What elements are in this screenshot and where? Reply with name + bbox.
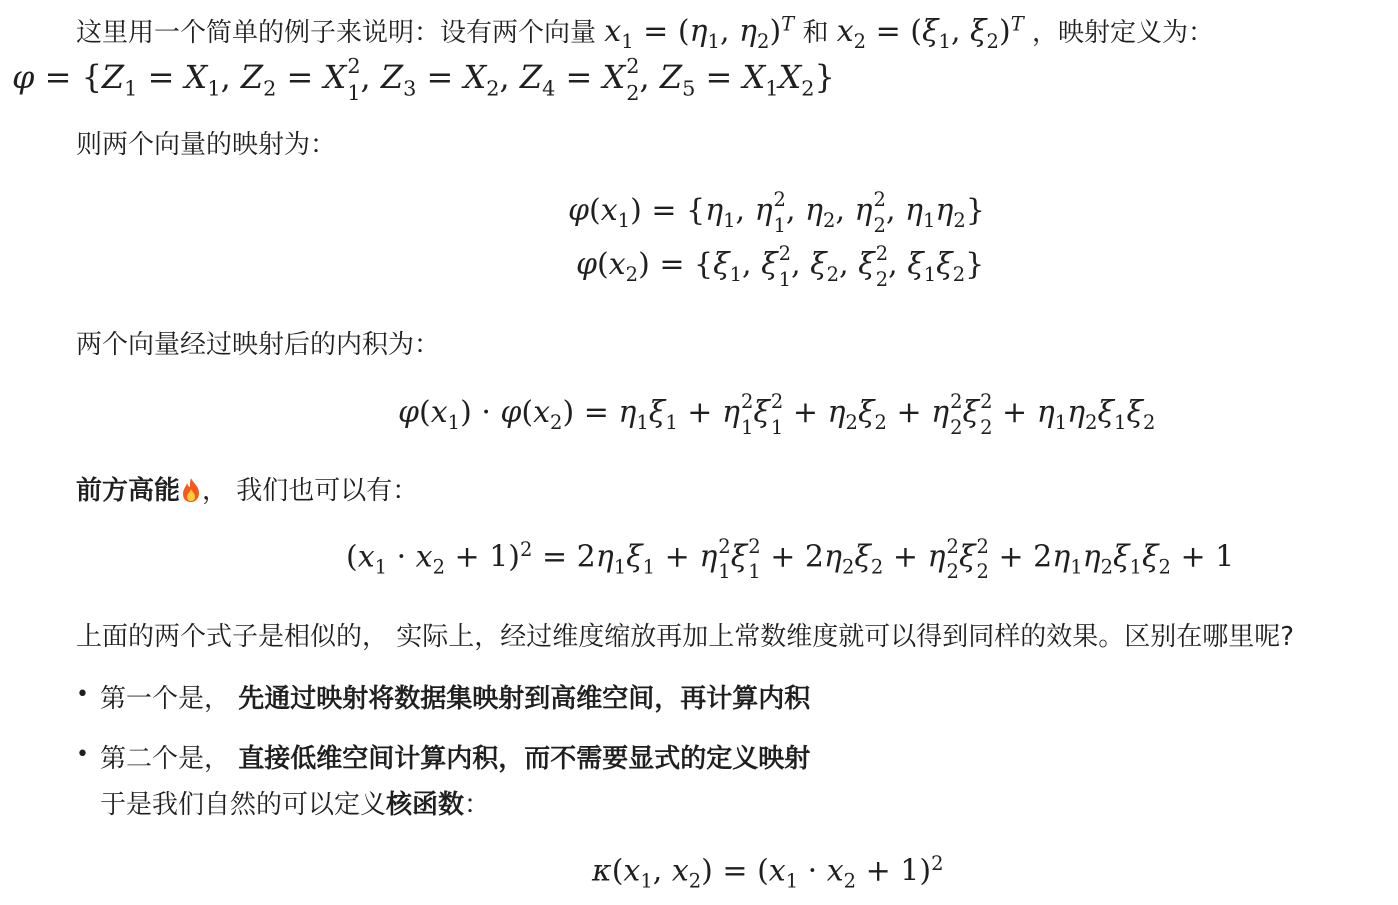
conclusion-end: ： (464, 790, 491, 820)
intro-text-a: 这里用一个简单的例子来说明：设有两个向量 (76, 18, 597, 48)
formula-polynomial: $(x_1 \cdot x_2 + 1)^2 = 2\eta_1\xi_1 + \eta$ 2 1 ξ 2 1 + $2\eta_2\xi_2 + \eta$ 2 2 ξ 2 2 + $2\eta_1\eta_2\xi_1\xi_2 + 1$ (346, 534, 1235, 584)
warning-rest: ， 我们也可以有： (202, 476, 419, 506)
formula-varphi-def: $\varphi = \{Z_1 = X_1$, $Z_2 = X$ 2 1 , $Z_3 = X_2$, $Z_4 = X$ 2 2 , $Z_5 = X_1X_2$} (12, 54, 835, 105)
intro-line (76, 12, 1214, 53)
paragraph-inner-product: 两个向量经过映射后的内积为： (76, 330, 441, 360)
bullet-text (100, 678, 810, 715)
formula-kernel: $\kappa(x_1$, $x_2) = (x_1 \cdot x_2 + 1)^2$ (592, 852, 944, 893)
bullet-bold: 先通过映射将数据集映射到高维空间，再计算内积 (238, 684, 811, 714)
vector-x2-def: $x_2 = (\xi_1$, $\xi_2)^T$ (836, 12, 1024, 53)
formula-inner-product: $\varphi(x_1) \cdot \varphi(x_2) = \eta_1\xi_1 + \eta$ 2 1 ξ 2 1 + $\eta_2\xi_2 + \eta$ 2 2 ξ 2 2 + $\eta_1\eta_2\xi_1\xi_2$ (398, 390, 1156, 439)
conclusion-line (100, 784, 490, 821)
warning-bold: 前方高能 (76, 476, 181, 506)
bullet-lead: 第二个是， (100, 744, 231, 774)
conclusion-bold: 核函数 (386, 790, 465, 820)
bullet-dot: • (76, 742, 89, 767)
conclusion-lead: 于是我们自然的可以定义 (100, 790, 387, 820)
bullet-bold: 直接低维空间计算内积，而不需要显式的定义映射 (238, 744, 811, 774)
intro-text-b: 和 (802, 18, 829, 48)
paragraph-mapping: 则两个向量的映射为： (76, 130, 337, 160)
fire-icon (180, 477, 202, 503)
intro-text-c: ，映射定义为： (1031, 18, 1214, 48)
bullet-text (100, 738, 810, 775)
paragraph-similar: 上面的两个式子是相似的， 实际上，经过维度缩放再加上常数维度就可以得到同样的效果。区别在哪里呢? (76, 622, 1295, 652)
formula-phi-x2: $\varphi(x_2) = \{\xi_1$, ξ 2 1 , $\xi_2$, ξ 2 2 , $\xi_1\xi_2$} (576, 242, 985, 291)
formula-phi-x1: $\varphi(x_1) = \{\eta_1$, η 2 1 , $\eta_2$, η 2 2 , $\eta_1\eta_2$} (568, 188, 985, 237)
warning-line (76, 470, 418, 507)
vector-x1-def: $x_1 = (\eta_1$, $\eta_2)^T$ (604, 12, 795, 53)
bullet-dot: • (76, 682, 89, 707)
bullet-lead: 第一个是， (100, 684, 231, 714)
